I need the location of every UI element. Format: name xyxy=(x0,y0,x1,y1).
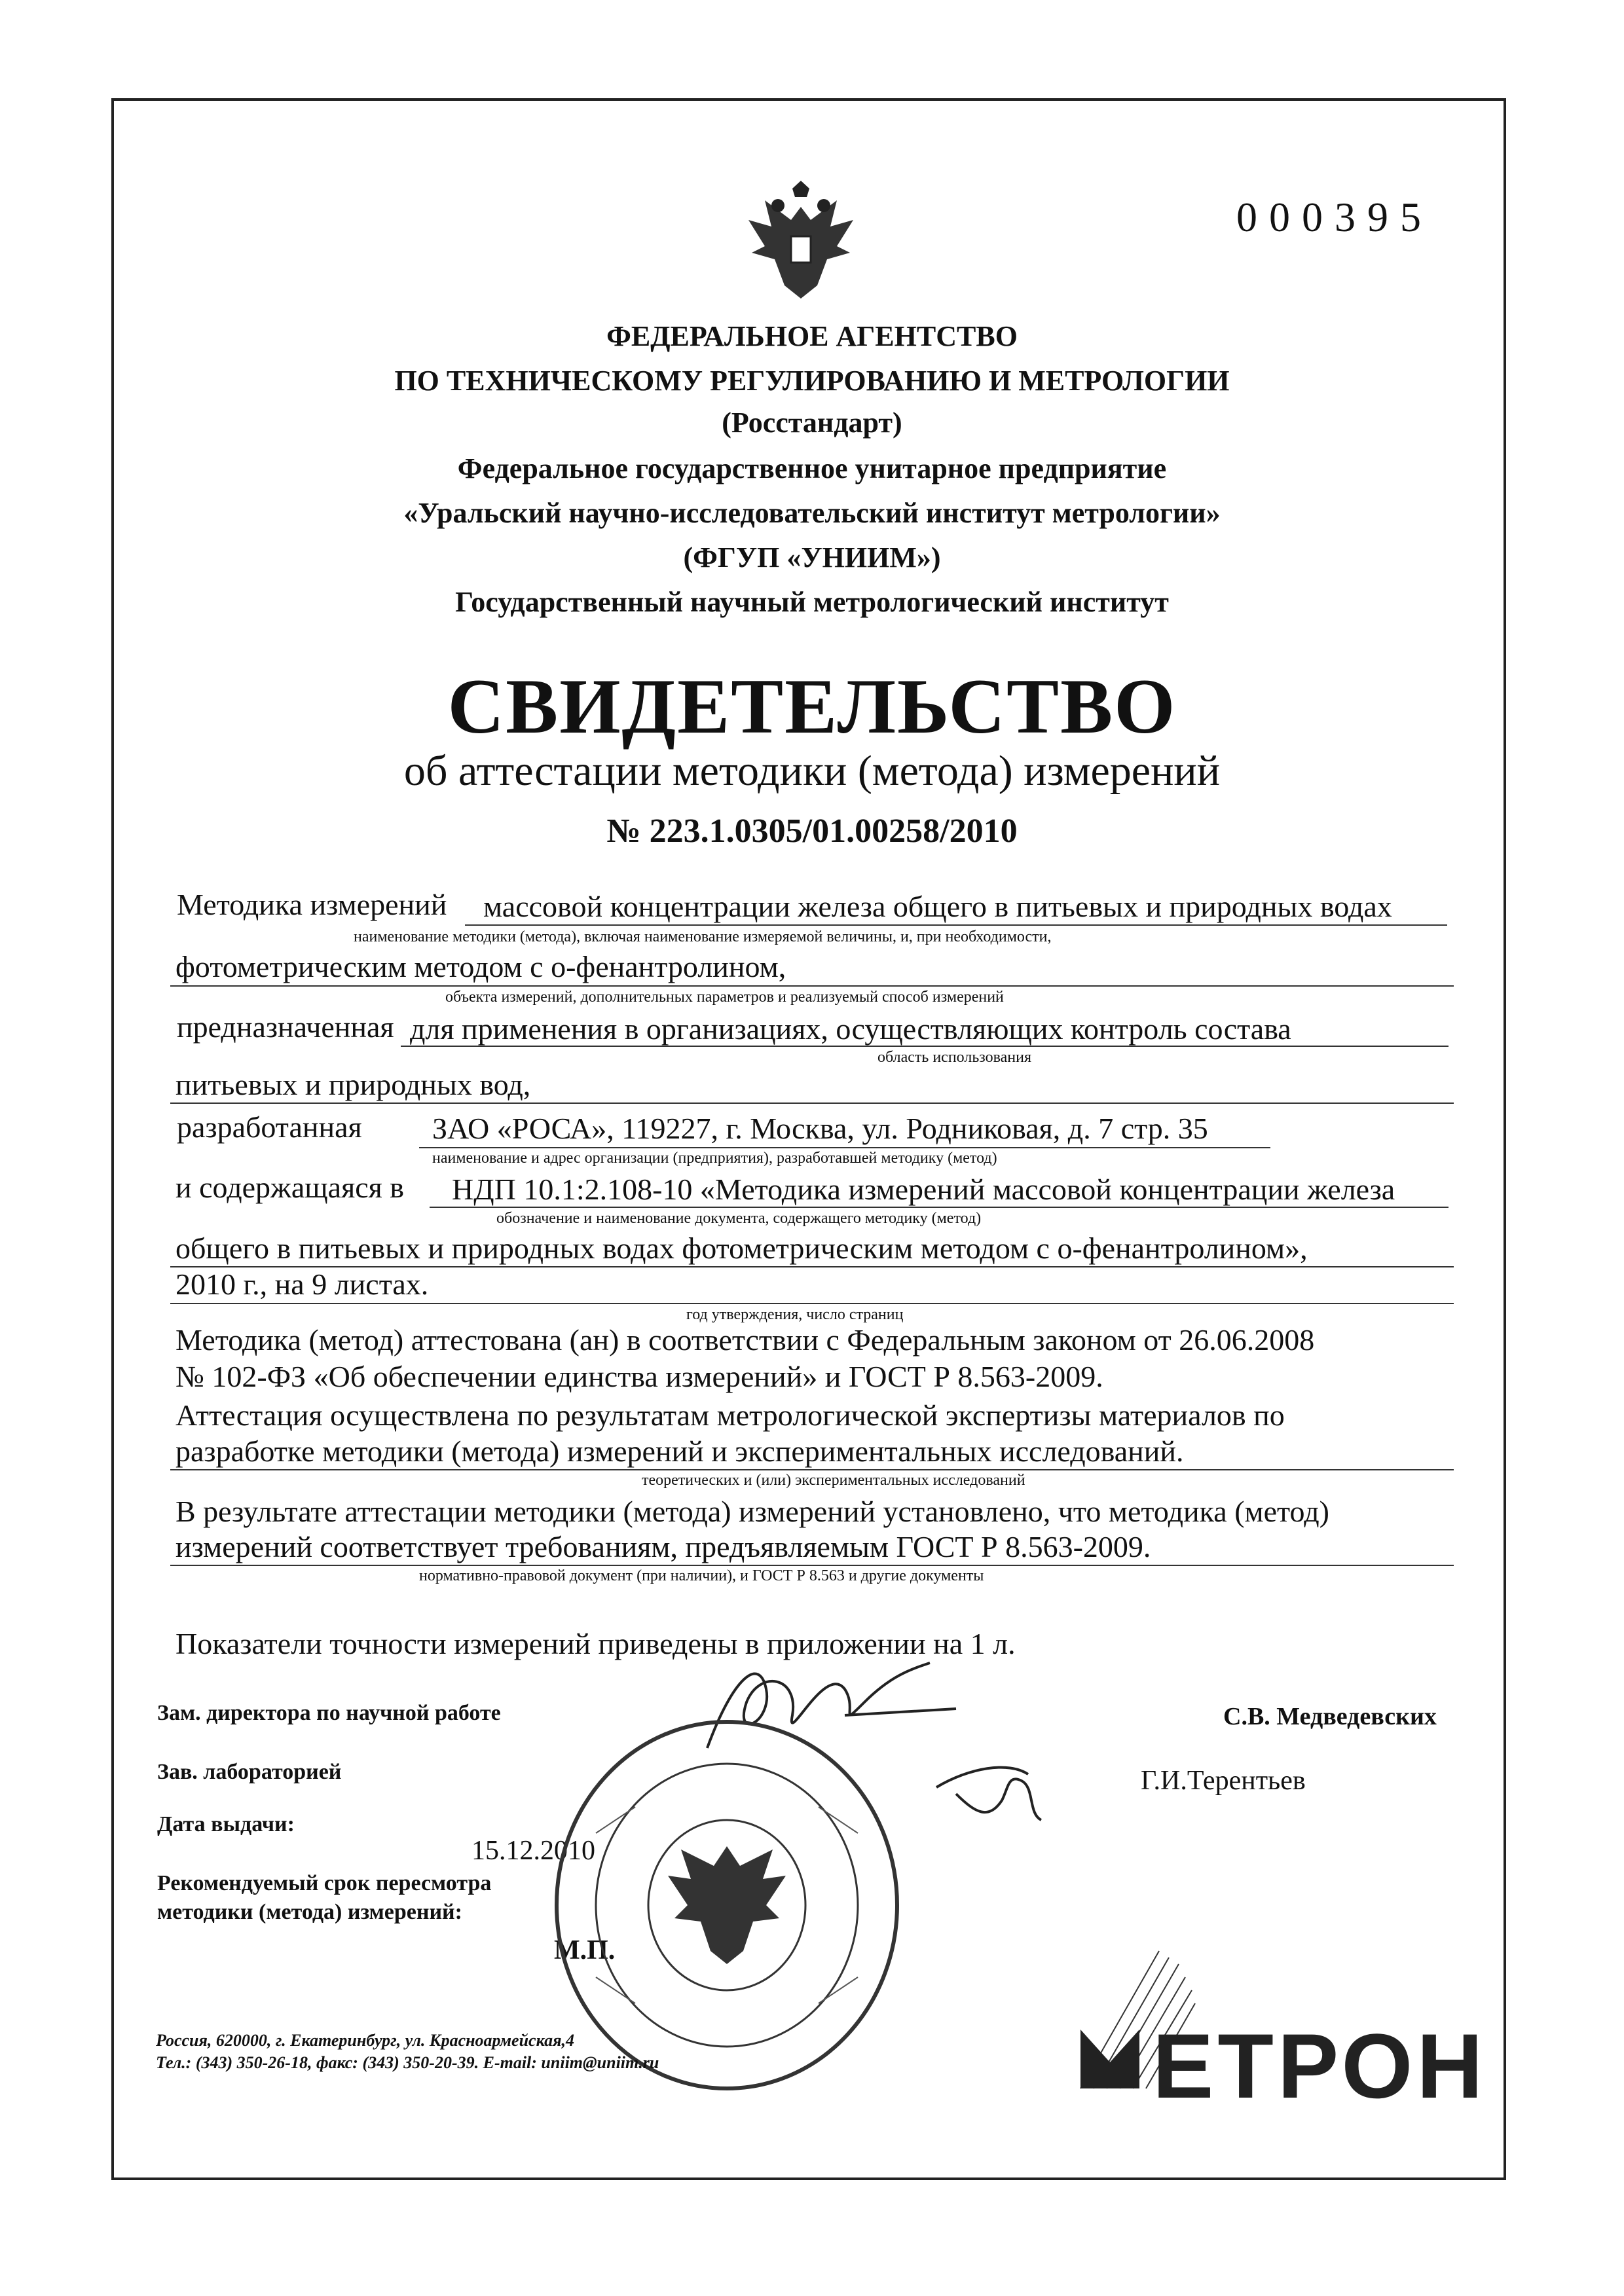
method-hint: наименование методики (метода), включая наименование измеряемой величины, и, при необходимости, xyxy=(354,928,1052,945)
paragraph-2-line-2: разработке методики (метода) измерений и экспериментальных исследований. xyxy=(175,1434,1184,1468)
paragraph-1-line-1: Методика (метод) аттестована (ан) в соответствии с Федеральным законом от 26.06.2008 xyxy=(175,1323,1315,1357)
contained-value-3: 2010 г., на 9 листах. xyxy=(175,1267,429,1301)
issue-date-value: 15.12.2010 xyxy=(471,1836,595,1866)
agency-line-1: ФЕДЕРАЛЬНОЕ АГЕНТСТВО xyxy=(606,320,1018,352)
address-line-1: Россия, 620000, г. Екатеринбург, ул. Красноармейская,4 xyxy=(156,2031,575,2050)
method-hint-2: объекта измерений, дополнительных параметров и реализуемый способ измерений xyxy=(445,989,1004,1006)
purpose-value: для применения в организациях, осуществляющих контроль состава xyxy=(410,1012,1291,1046)
agency-line-2: ПО ТЕХНИЧЕСКОМУ РЕГУЛИРОВАНИЮ И МЕТРОЛОГИИ xyxy=(394,365,1230,397)
developer-value: ЗАО «РОСА», 119227, г. Москва, ул. Родниковая, д. 7 стр. 35 xyxy=(432,1112,1208,1145)
method-label: Методика измерений xyxy=(177,888,447,921)
agency-line-5: «Уральский научно-исследовательский институт метрологии» xyxy=(403,497,1221,529)
review-period-label-1: Рекомендуемый срок пересмотра xyxy=(157,1871,492,1895)
method-underline-2 xyxy=(170,985,1454,987)
purpose-underline xyxy=(401,1046,1449,1047)
purpose-value-2: питьевых и природных вод, xyxy=(175,1068,531,1101)
paragraph-3-hint: нормативно-правовой документ (при наличии), и ГОСТ Р 8.563 и другие документы xyxy=(419,1567,984,1584)
method-underline xyxy=(465,924,1447,926)
issue-date-label: Дата выдачи: xyxy=(157,1812,295,1836)
document-subtitle: об аттестации методики (метода) измерений xyxy=(403,747,1221,795)
certificate-number: № 223.1.0305/01.00258/2010 xyxy=(606,812,1018,850)
double-headed-eagle-icon xyxy=(739,181,863,305)
lab-head-label: Зав. лабораторией xyxy=(157,1760,342,1784)
paragraph-4: Показатели точности измерений приведены в приложении на 1 л. xyxy=(175,1627,1016,1660)
paragraph-2-hint: теоретических и (или) экспериментальных исследований xyxy=(642,1472,1025,1489)
contained-value: НДП 10.1:2.108-10 «Методика измерений массовой концентрации железа xyxy=(452,1173,1395,1206)
review-period-label-2: методики (метода) измерений: xyxy=(157,1900,462,1924)
contained-hint-2: год утверждения, число страниц xyxy=(686,1306,904,1323)
metron-logo-text: ЕТРОН xyxy=(1153,2014,1487,2117)
contained-underline xyxy=(430,1207,1449,1208)
contained-underline-3 xyxy=(170,1303,1454,1304)
paragraph-2-line-1: Аттестация осуществлена по результатам метрологической экспертизы материалов по xyxy=(175,1398,1285,1432)
agency-line-6: (ФГУП «УНИИМ») xyxy=(683,541,941,574)
developer-underline xyxy=(419,1147,1270,1148)
seal-place-label: М.П. xyxy=(554,1935,616,1965)
contained-hint: обозначение и наименование документа, содержащего методику (метод) xyxy=(496,1210,982,1227)
agency-line-7: Государственный научный метрологический институт xyxy=(455,586,1169,618)
lab-head-signature xyxy=(930,1755,1061,1827)
agency-line-3: (Росстандарт) xyxy=(722,407,902,439)
paragraph-3-line-1: В результате аттестации методики (метода) измерений установлено, что методика (метод) xyxy=(175,1495,1329,1528)
contained-label: и содержащаяся в xyxy=(175,1171,405,1204)
purpose-hint: область использования xyxy=(877,1049,1032,1066)
institute-seal-stamp xyxy=(544,1709,910,2102)
developer-label: разработанная xyxy=(177,1110,362,1144)
agency-line-4: Федеральное государственное унитарное предприятие xyxy=(457,452,1167,484)
developer-hint: наименование и адрес организации (предприятия), разработавшей методику (метод) xyxy=(432,1150,997,1167)
method-value-2: фотометрическим методом с о-фенантролином, xyxy=(175,950,786,983)
lab-head-name: Г.И.Терентьев xyxy=(1141,1766,1306,1796)
method-value: массовой концентрации железа общего в питьевых и природных водах xyxy=(483,890,1392,923)
purpose-label: предназначенная xyxy=(177,1010,394,1044)
paragraph-2-underline xyxy=(170,1469,1454,1470)
serial-number: 000395 xyxy=(1236,194,1433,240)
paragraph-3-line-2: измерений соответствует требованиям, предъявляемым ГОСТ Р 8.563-2009. xyxy=(175,1530,1151,1563)
document-title: СВИДЕТЕЛЬСТВО xyxy=(447,663,1177,750)
address-line-2: Тел.: (343) 350-26-18, факс: (343) 350-20-39. E-mail: uniim@uniim.ru xyxy=(156,2053,659,2072)
deputy-director-name: С.В. Медведевских xyxy=(1223,1703,1437,1730)
contained-value-2: общего в питьевых и природных водах фотометрическим методом с о-фенантролином», xyxy=(175,1231,1308,1265)
paragraph-1-line-2: № 102-ФЗ «Об обеспечении единства измерений» и ГОСТ Р 8.563-2009. xyxy=(175,1360,1103,1393)
deputy-director-label: Зам. директора по научной работе xyxy=(157,1701,501,1725)
paragraph-3-underline xyxy=(170,1565,1454,1566)
purpose-underline-2 xyxy=(170,1102,1454,1104)
